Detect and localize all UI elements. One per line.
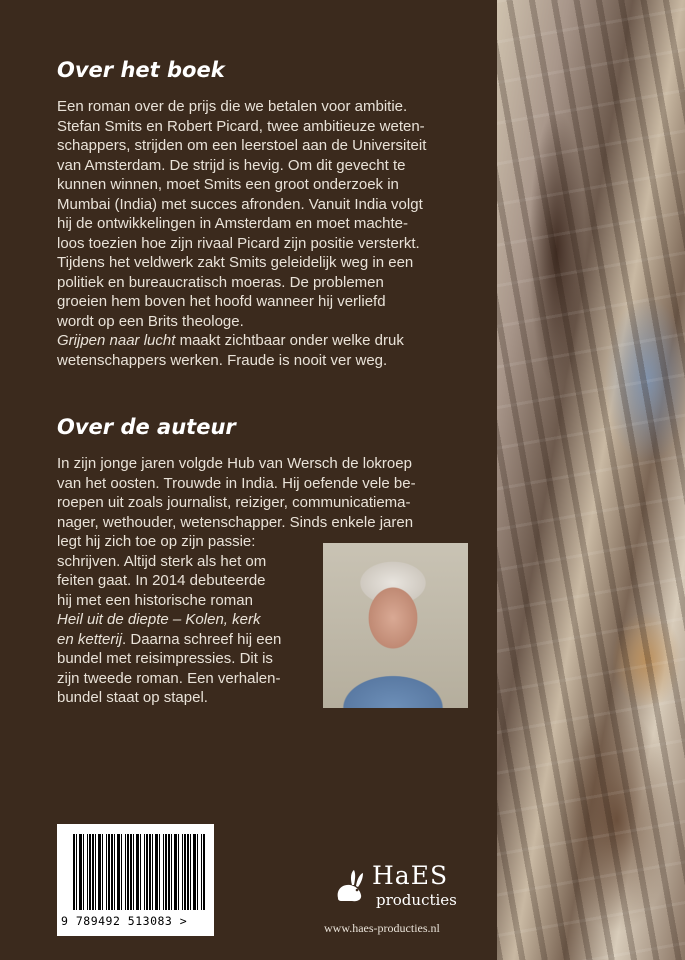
- text-line: loos toezien hoe zijn rivaal Picard zijn positie versterkt.: [57, 234, 420, 252]
- text-line: wordt op een Brits theologe.: [57, 312, 244, 330]
- text-line: [57, 331, 487, 351]
- text-line: bundel met reisimpressies. Dit is: [57, 650, 273, 667]
- debut-title-italic: en ketterij: [57, 630, 123, 648]
- text-line: roepen uit zoals journalist, reiziger, communicatiema-: [57, 494, 411, 511]
- text-line: wetenschappers werken. Fraude is nooit ver weg.: [57, 351, 388, 369]
- barcode-bars: [73, 834, 205, 910]
- text-line: hij met een historische roman: [57, 591, 253, 609]
- barcode: [57, 824, 214, 936]
- text-line: hij de ontwikkelingen in Amsterdam en moet machte-: [57, 215, 409, 232]
- text-line: kunnen winnen, moet Smits een groot onderzoek in: [57, 176, 399, 193]
- cover-painting: [497, 0, 685, 960]
- book-description: [57, 97, 487, 370]
- text-line: schrijven. Altijd sterk als het om: [57, 552, 267, 570]
- text-line: van Amsterdam. De strijd is hevig. Om dit gevecht te: [57, 156, 406, 174]
- text-line: feiten gaat. In 2014 debuteerde: [57, 572, 266, 589]
- book-title-italic: Grijpen naar lucht: [57, 332, 176, 349]
- text-line: nager, wethouder, wetenschapper. Sinds enkele jaren: [57, 513, 414, 531]
- text-line: schappers, strijden om een leerstoel aan de Universiteit: [57, 137, 427, 154]
- text-line: politiek en bureaucratisch moeras. De problemen: [57, 273, 384, 291]
- publisher-name: HaES: [372, 861, 449, 890]
- publisher-subtitle: producties: [376, 891, 457, 909]
- debut-title-italic: Heil uit de diepte – Kolen, kerk: [57, 611, 261, 628]
- publisher-url[interactable]: www.haes-producties.nl: [324, 921, 440, 935]
- text-line: In zijn jonge jaren volgde Hub van Wersch de lokroep: [57, 455, 412, 472]
- text-line: van het oosten. Trouwde in India. Hij oefende vele be-: [57, 474, 416, 492]
- text-line: zijn tweede roman. Een verhalen-: [57, 669, 281, 687]
- hare-logo-icon: [330, 868, 368, 906]
- text-line: Een roman over de prijs die we betalen voor ambitie.: [57, 98, 408, 115]
- text-line: Stefan Smits en Robert Picard, twee ambitieuze weten-: [57, 117, 425, 135]
- text-line: bundel staat op stapel.: [57, 689, 208, 706]
- book-section-heading: Over het boek: [57, 58, 225, 82]
- text-line: legt hij zich toe op zijn passie:: [57, 533, 256, 550]
- author-section-heading: Over de auteur: [57, 415, 236, 439]
- text-line: Mumbai (India) met succes afronden. Vanuit India volgt: [57, 195, 423, 213]
- text-line: groeien hem boven het hoofd wanneer hij verliefd: [57, 293, 386, 310]
- closing-text: maakt zichtbaar onder welke druk: [175, 332, 404, 349]
- debut-after-text: . Daarna schreef hij een: [122, 630, 282, 648]
- isbn-number: 9 789492 513083 >: [61, 914, 188, 928]
- text-line: Tijdens het veldwerk zakt Smits geleidelijk weg in een: [57, 254, 414, 271]
- author-photo: [323, 543, 468, 708]
